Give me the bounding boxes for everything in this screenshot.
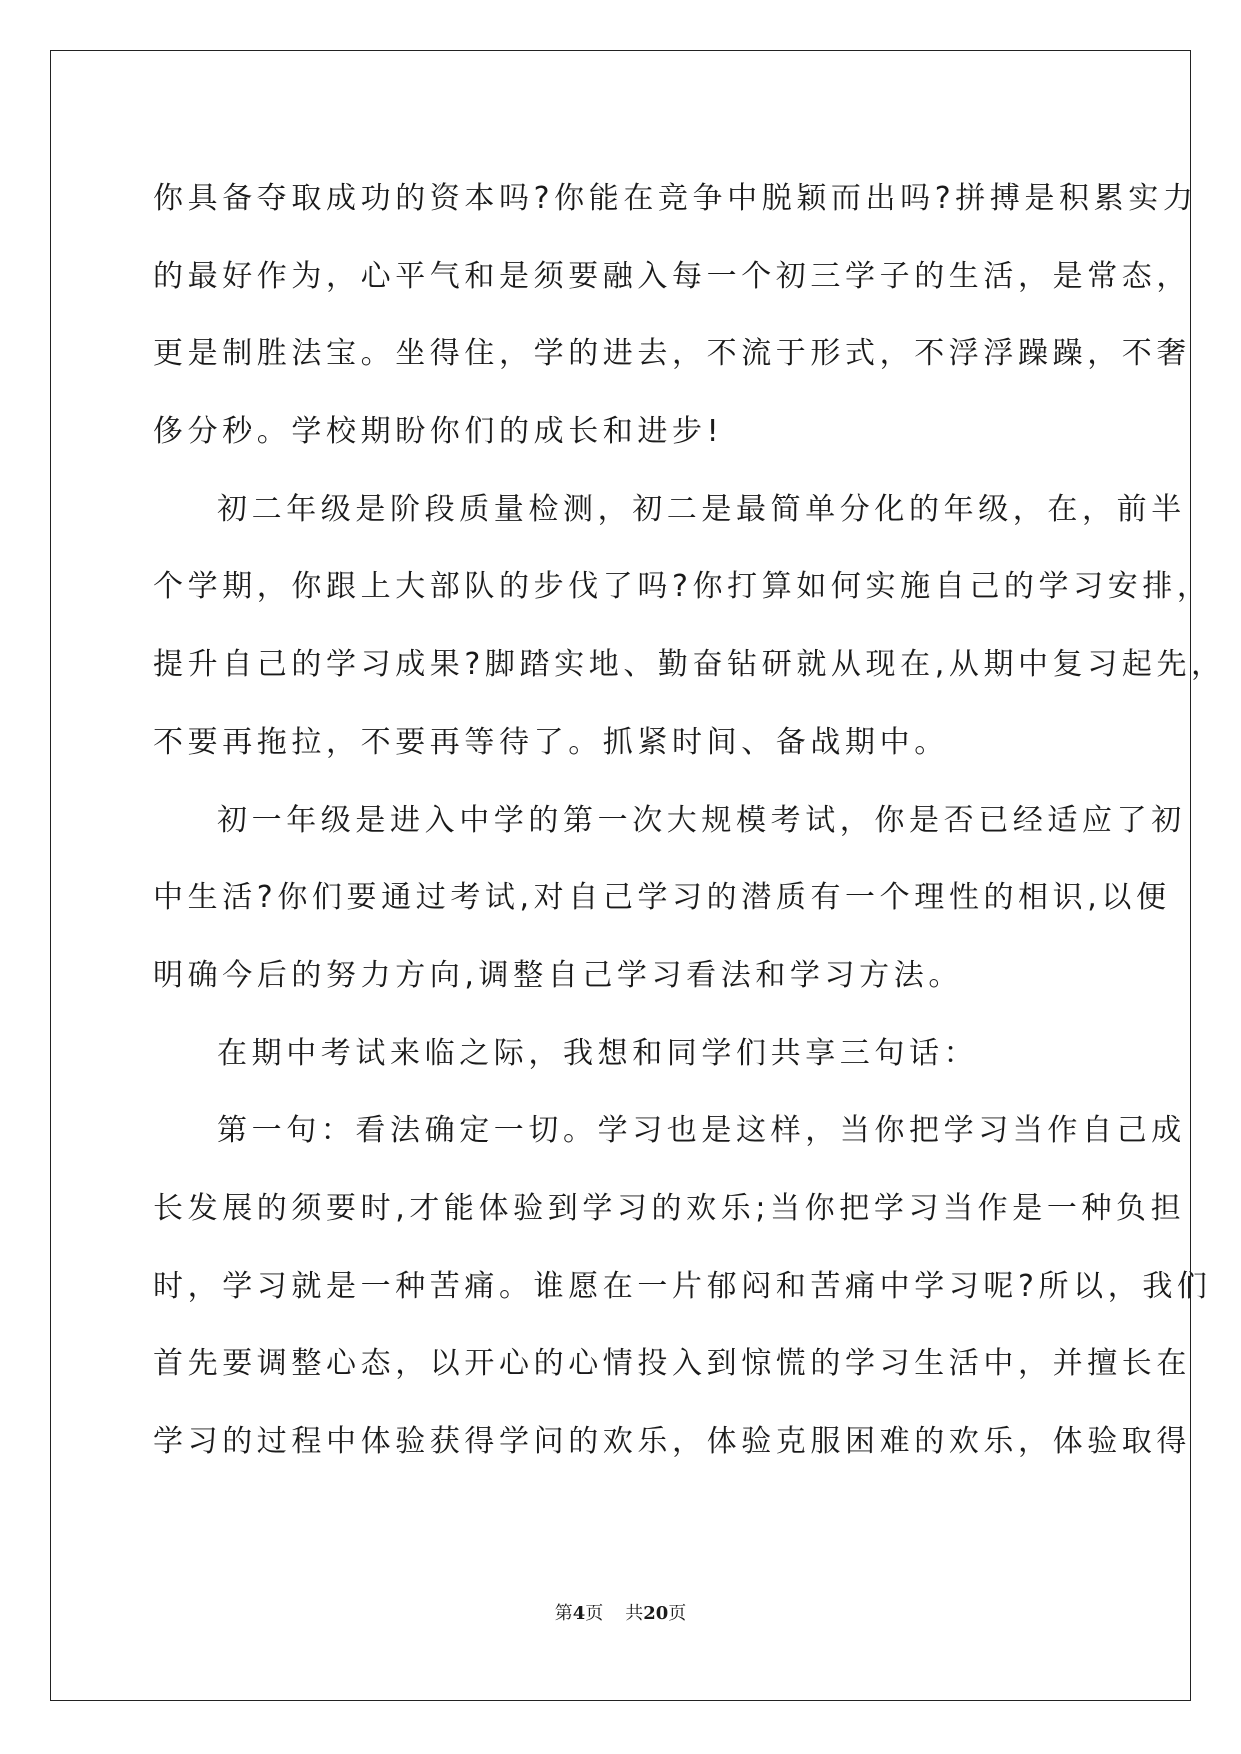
text-line-6: 个学期，你跟上大部队的步伐了吗?你打算如何实施自己的学习安排， [153,569,1212,605]
text-line-5: 初二年级是阶段质量检测，初二是最简单分化的年级，在，前半 [217,491,1186,527]
page-suffix: 页 [585,1603,604,1624]
page-number: 4 [572,1603,586,1624]
text-line-14: 长发展的须要时,才能体验到学习的欢乐;当你把学习当作是一种负担 [153,1190,1186,1226]
text-line-11: 明确今后的努力方向,调整自己学习看法和学习方法。 [153,957,963,993]
text-line-1: 你具备夺取成功的资本吗?你能在竞争中脱颖而出吗?拼搏是积累实力 [153,181,1198,216]
text-line-16: 首先要调整心态，以开心的心情投入到惊慌的学习生活中，并擅长在 [153,1346,1191,1382]
document-body [153,160,1226,1481]
text-line-15: 时，学习就是一种苦痛。谁愿在一片郁闷和苦痛中学习呢?所以，我们 [153,1268,1212,1304]
text-line-12: 在期中考试来临之际，我想和同学们共享三句话： [217,1035,979,1071]
text-line-2: 的最好作为，心平气和是须要融入每一个初三学子的生活，是常态， [153,258,1191,294]
text-line-4: 侈分秒。学校期盼你们的成长和进步! [153,414,724,450]
total-pages: 20 [643,1603,669,1624]
total-prefix: 共 [625,1603,644,1624]
text-line-7: 提升自己的学习成果?脚踏实地、勤奋钻研就从现在,从期中复习起先， [153,647,1226,683]
text-line-13: 第一句：看法确定一切。学习也是这样，当你把学习当作自己成 [217,1113,1186,1149]
text-line-3: 更是制胜法宝。坐得住，学的进去，不流于形式，不浮浮躁躁，不奢 [153,336,1191,372]
text-line-9: 初一年级是进入中学的第一次大规模考试，你是否已经适应了初 [217,802,1186,838]
text-line-10: 中生活?你们要通过考试,对自己学习的潜质有一个理性的相识,以便 [153,880,1171,916]
text-line-17: 学习的过程中体验获得学问的欢乐，体验克服困难的欢乐，体验取得 [153,1424,1191,1459]
page-prefix: 第 [554,1603,573,1624]
total-suffix: 页 [668,1603,687,1624]
page-footer [0,1599,1241,1625]
text-line-8: 不要再拖拉，不要再等待了。抓紧时间、备战期中。 [153,724,949,760]
